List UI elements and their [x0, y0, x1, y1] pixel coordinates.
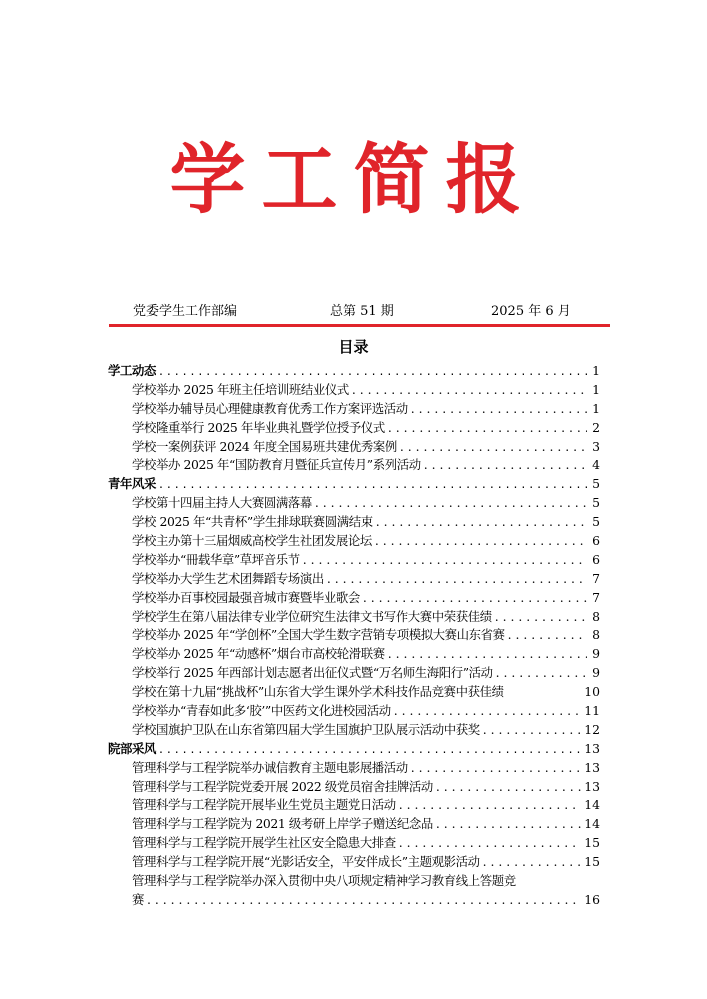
toc-page-number: 2 [592, 419, 600, 435]
toc-entry-title: 学校举办 2025 年“国防教育月暨征兵宣传月”系列活动 [132, 457, 421, 473]
toc-entry-title: 管理科学与工程学院开展“光影话安全，平安伴成长”主题观影活动 [132, 854, 480, 870]
toc-leader [400, 438, 587, 457]
toc-entry-title: 学校举办“青春如此多‘胶’”中医药文化进校园活动 [132, 703, 391, 719]
toc-entry[interactable] [108, 834, 600, 853]
toc-entry-title: 管理科学与工程学院党委开展 2022 级党员宿舍挂牌活动 [132, 778, 433, 794]
toc-leader [411, 400, 587, 419]
toc-leader [315, 494, 587, 513]
toc-leader [436, 815, 581, 834]
toc-entry[interactable] [108, 702, 600, 721]
toc-entry[interactable] [108, 853, 600, 872]
toc-leader [508, 626, 587, 645]
toc-entry[interactable] [108, 438, 600, 457]
toc-page-number: 13 [584, 759, 600, 775]
toc-page-number: 1 [592, 400, 600, 416]
toc-section[interactable] [108, 740, 600, 759]
toc-entry[interactable] [108, 815, 600, 834]
toc-page-number: 5 [592, 476, 600, 492]
department-label: 党委学生工作部编 [133, 304, 238, 319]
toc-entry[interactable] [108, 645, 600, 664]
publication-info [0, 300, 707, 320]
table-of-contents [108, 362, 600, 910]
toc-leader [159, 475, 587, 494]
issue-date: 2025 年 6 月 [491, 304, 571, 319]
toc-leader [411, 759, 581, 778]
toc-entry-title: 学校举办 2025 年班主任培训班结业仪式 [132, 381, 349, 397]
toc-entry-title: 学校举办大学生艺术团舞蹈专场演出 [132, 570, 324, 586]
toc-entry-title: 学校举办 2025 年“动感杯”烟台市高校轮滑联赛 [132, 646, 385, 662]
toc-leader [436, 778, 581, 797]
toc-entry[interactable] [108, 778, 600, 797]
toc-leader [483, 721, 581, 740]
toc-leader [159, 740, 581, 759]
toc-heading: 目录 [338, 338, 369, 356]
toc-entry-title: 学校 2025 年“共青杯”学生排球联赛圆满结束 [132, 514, 373, 530]
toc-entry[interactable] [108, 721, 600, 740]
toc-leader [375, 532, 587, 551]
toc-entry-continuation[interactable] [108, 891, 600, 910]
toc-page-number: 7 [592, 589, 600, 605]
toc-entry-title: 学校国旗护卫队在山东省第四届大学生国旗护卫队展示活动中获奖 [132, 721, 480, 737]
toc-entry[interactable] [108, 796, 600, 815]
toc-entry-title: 学校隆重举行 2025 年毕业典礼暨学位授予仪式 [132, 419, 385, 435]
toc-page-number: 5 [592, 495, 600, 511]
toc-section-title: 青年风采 [108, 476, 156, 492]
toc-entry-title: 学校举办百事校园最强音城市赛暨毕业歌会 [132, 589, 360, 605]
toc-entry-title: 管理科学与工程学院举办诚信教育主题电影展播活动 [132, 759, 408, 775]
issue-number: 总第 51 期 [330, 304, 394, 319]
toc-entry-title: 学校举行 2025 年西部计划志愿者出征仪式暨“万名师生海阳行”活动 [132, 665, 493, 681]
toc-page-number: 3 [592, 438, 600, 454]
toc-entry[interactable] [108, 551, 600, 570]
toc-page-number: 16 [584, 891, 600, 907]
toc-entry-title: 学校第十四届主持人大赛圆满落幕 [132, 495, 312, 511]
toc-leader [147, 891, 581, 910]
toc-page-number: 10 [584, 684, 600, 700]
toc-leader [363, 589, 587, 608]
toc-leader [394, 702, 581, 721]
toc-page-number: 9 [592, 665, 600, 681]
toc-entry-title: 学校举办辅导员心理健康教育优秀工作方案评选活动 [132, 400, 408, 416]
toc-section-title: 院部采风 [108, 740, 156, 756]
toc-entry[interactable] [108, 759, 600, 778]
toc-page-number: 11 [584, 703, 600, 719]
toc-section[interactable] [108, 475, 600, 494]
toc-entry-title: 学校主办第十三届烟威高校学生社团发展论坛 [132, 533, 372, 549]
toc-leader [388, 419, 587, 438]
toc-entry[interactable] [108, 608, 600, 627]
toc-entry-title: 管理科学与工程学院举办深入贯彻中央八项规定精神学习教育线上答题竞 [132, 873, 516, 889]
toc-section[interactable] [108, 362, 600, 381]
toc-leader [388, 645, 587, 664]
toc-entry[interactable] [108, 872, 600, 891]
toc-page-number: 5 [592, 514, 600, 530]
toc-leader [496, 664, 587, 683]
toc-page-number: 4 [592, 457, 600, 473]
toc-leader [327, 570, 587, 589]
toc-section-title: 学工动态 [108, 363, 156, 378]
toc-entry-title: 学校一案例获评 2024 年度全国易班共建优秀案例 [132, 438, 397, 454]
toc-leader [376, 513, 587, 532]
toc-leader [483, 853, 582, 872]
toc-entry-title: 学校举办“冊载华章”草坪音乐节 [132, 551, 300, 567]
toc-page-number: 1 [592, 363, 600, 378]
toc-entry[interactable] [108, 589, 600, 608]
toc-entry[interactable] [108, 626, 600, 645]
toc-leader [159, 362, 587, 381]
toc-entry[interactable] [108, 419, 600, 438]
toc-page-number: 13 [584, 778, 600, 794]
toc-entry[interactable] [108, 381, 600, 400]
toc-leader [399, 834, 581, 853]
toc-page-number: 6 [592, 533, 600, 549]
header-divider [109, 324, 610, 327]
toc-leader [424, 456, 587, 475]
toc-page-number: 1 [592, 381, 600, 397]
newsletter-title: 学工简报 [169, 135, 538, 224]
toc-page-number: 12 [584, 721, 600, 737]
toc-page-number: 14 [584, 797, 600, 813]
toc-entry-title: 管理科学与工程学院为 2021 级考研上岸学子赠送纪念品 [132, 816, 433, 832]
toc-page-number: 15 [584, 835, 600, 851]
toc-entry[interactable] [108, 683, 600, 702]
toc-entry-title: 学校在第十九届“挑战杯”山东省大学生课外学术科技作品竞赛中获佳绩 [132, 684, 504, 700]
toc-entry-title: 管理科学与工程学院开展学生社区安全隐患大排查 [132, 835, 396, 851]
toc-entry[interactable] [108, 400, 600, 419]
toc-entry[interactable] [108, 513, 600, 532]
toc-page-number: 15 [584, 854, 600, 870]
toc-page-number: 13 [584, 740, 600, 756]
toc-page-number: 8 [592, 608, 600, 624]
toc-leader [495, 608, 587, 627]
toc-entry[interactable] [108, 494, 600, 513]
toc-entry[interactable] [108, 456, 600, 475]
toc-page-number: 7 [592, 570, 600, 586]
toc-leader [399, 796, 581, 815]
toc-entry-title-continued: 赛 [132, 891, 144, 907]
toc-entry-title: 管理科学与工程学院开展毕业生党员主题党日活动 [132, 797, 396, 813]
toc-entry[interactable] [108, 664, 600, 683]
toc-entry[interactable] [108, 570, 600, 589]
toc-entry[interactable] [108, 532, 600, 551]
toc-leader [352, 381, 587, 400]
toc-page-number: 9 [592, 646, 600, 662]
toc-page-number: 8 [592, 627, 600, 643]
toc-page-number: 14 [584, 816, 600, 832]
toc-entry-title: 学校学生在第八届法律专业学位研究生法律文书写作大赛中荣获佳绩 [132, 608, 492, 624]
toc-leader [303, 551, 587, 570]
toc-entry-title: 学校举办 2025 年“学创杯”全国大学生数字营销专项模拟大赛山东省赛 [132, 627, 505, 643]
toc-page-number: 6 [592, 551, 600, 567]
